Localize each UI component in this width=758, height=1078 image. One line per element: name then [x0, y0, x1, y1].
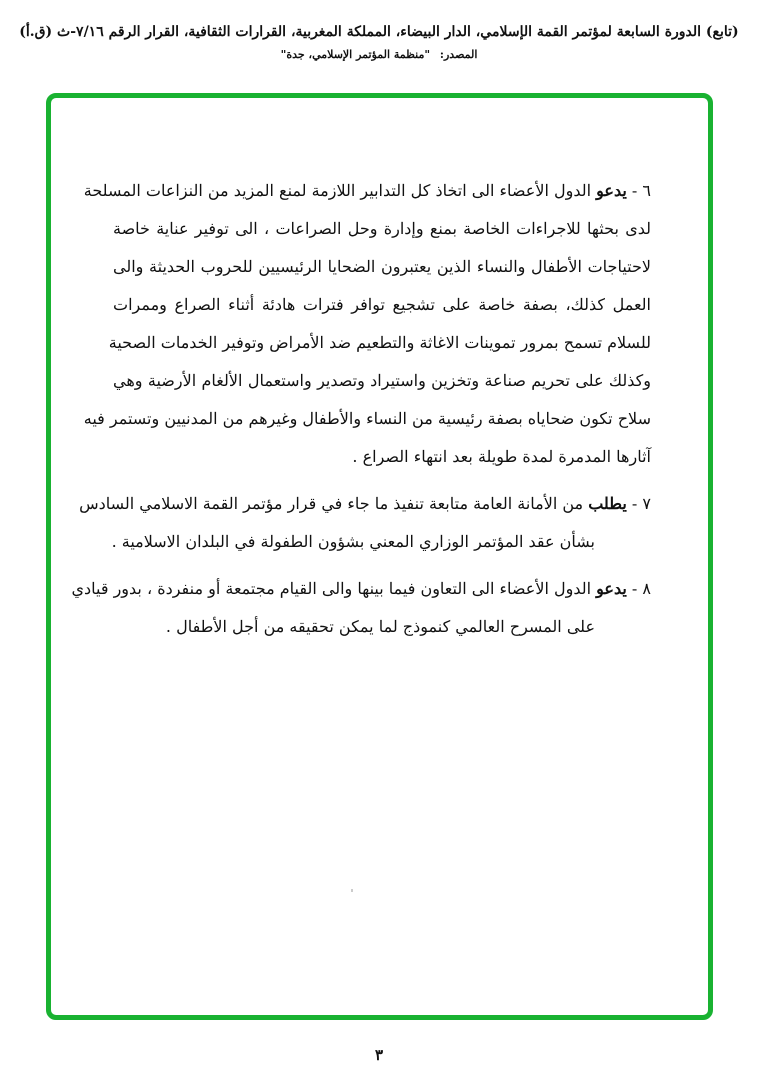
document-header — [0, 24, 758, 61]
clause-text: من الأمانة العامة متابعة تنفيذ ما جاء في قرار مؤتمر القمة الاسلامي السادس — [79, 494, 584, 513]
paragraph-line: سلاح تكون ضحاياه بصفة رئيسية من النساء والأطفال وغيرهم من المدنيين وتستمر فيه — [83, 409, 651, 428]
paragraph-line: آثارها المدمرة لمدة طويلة بعد انتهاء الصراع . — [352, 447, 651, 466]
paragraph-line: على المسرح العالمي كنموذج لما يمكن تحقيقه من أجل الأطفال . — [165, 617, 595, 636]
header-source-line — [0, 48, 758, 61]
stray-mark — [351, 889, 353, 892]
clause-lead-verb: يدعو — [596, 181, 627, 200]
clause-lead-verb: يطلب — [588, 494, 627, 513]
paragraph-line: لاحتياجات الأطفال والنساء الذين يعتبرون الضحايا الرئيسيين للحروب الحديثة والى — [113, 257, 651, 276]
paragraph-line: العمل كذلك، بصفة خاصة على تشجيع توافر فترات هادئة أثناء الصراع وممرات — [113, 295, 651, 314]
source-label: المصدر: — [439, 48, 478, 61]
paragraph-line: بشأن عقد المؤتمر الوزاري المعني بشؤون الطفولة في البلدان الاسلامية . — [111, 532, 595, 551]
paragraph-line — [71, 570, 651, 608]
green-border-frame — [46, 93, 713, 1020]
paragraph-line: وكذلك على تحريم صناعة وتخزين واستيراد وتصدير واستعمال الألغام الأرضية وهي — [113, 371, 651, 390]
clause-number: ٨ - — [631, 579, 651, 598]
clause-text: الدول الأعضاء الى اتخاذ كل التدابير اللازمة لمنع المزيد من النزاعات المسلحة — [83, 181, 592, 200]
header-title: (تابع) الدورة السابعة لمؤتمر القمة الإسلامي، الدار البيضاء، المملكة المغربية، القرارات الثقافية، القرار الرقم ٧/١٦-ث (ق.أ) — [19, 24, 739, 40]
clause-lead-verb: يدعو — [596, 579, 627, 598]
paragraph-line: لدى بحثها للاجراءات الخاصة بمنع وإدارة وحل الصراعات ، الى توفير عناية خاصة — [113, 219, 651, 238]
clause-number: ٦ - — [631, 181, 651, 200]
page-number: ٣ — [374, 1046, 384, 1064]
resolution-clause-8 — [71, 570, 651, 646]
source-value: "منظمة المؤتمر الإسلامي، جدة" — [280, 48, 431, 61]
resolution-clause-7 — [79, 485, 651, 561]
clause-number: ٧ - — [631, 494, 651, 513]
resolution-text — [51, 98, 708, 646]
clause-text: الدول الأعضاء الى التعاون فيما بينها والى القيام مجتمعة أو منفردة ، بدور قيادي — [71, 579, 592, 598]
resolution-clause-6 — [83, 172, 651, 476]
paragraph-line — [83, 172, 651, 210]
paragraph-line: للسلام تسمح بمرور تموينات الاغاثة والتطعيم ضد الأمراض وتوفير الخدمات الصحية — [108, 333, 651, 352]
paragraph-line — [79, 485, 651, 523]
